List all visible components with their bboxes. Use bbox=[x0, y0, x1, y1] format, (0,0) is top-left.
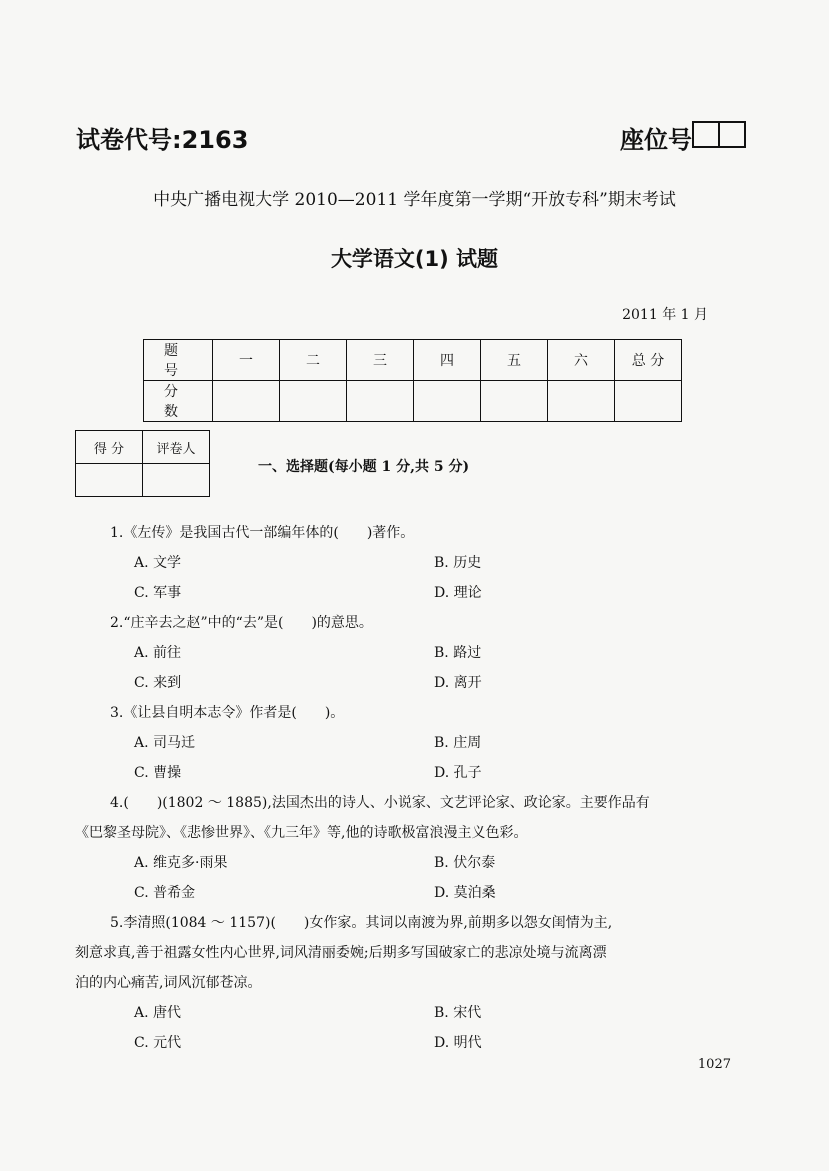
option-a: A. 文学 bbox=[134, 555, 182, 571]
score-table-cell: 总 分 bbox=[615, 340, 682, 381]
score-table-cell: 二 bbox=[280, 340, 347, 381]
score-cell-empty bbox=[548, 381, 615, 422]
question-stem-line: 5.李清照(1084 ～ 1157)( )女作家。其词以南渡为界,前期多以怨女闺情为主, bbox=[110, 915, 613, 931]
question-stem-line: 《巴黎圣母院》、《悲惨世界》、《九三年》等,他的诗歌极富浪漫主义色彩。 bbox=[75, 825, 528, 841]
score-cell-empty bbox=[414, 381, 481, 422]
option-d: D. 离开 bbox=[434, 675, 482, 691]
option-a: A. 唐代 bbox=[134, 1005, 182, 1021]
grader-table bbox=[75, 430, 210, 497]
grader-score-empty bbox=[76, 464, 143, 497]
score-table-cell: 题 号 bbox=[144, 340, 213, 381]
option-d: D. 孔子 bbox=[434, 765, 482, 781]
question-stem: 1.《左传》是我国古代一部编年体的( )著作。 bbox=[110, 525, 415, 541]
score-table-header-row bbox=[144, 340, 682, 381]
option-c: C. 元代 bbox=[134, 1035, 182, 1051]
exam-title: 中央广播电视大学 2010—2011 学年度第一学期“开放专科”期末考试 bbox=[153, 190, 676, 210]
option-a: A. 前往 bbox=[134, 645, 182, 661]
grader-name-empty bbox=[143, 464, 210, 497]
question-stem: 2.“庄辛去之赵”中的“去”是( )的意思。 bbox=[110, 615, 373, 631]
score-table-row-label: 分 数 bbox=[144, 381, 213, 422]
option-b: B. 路过 bbox=[434, 645, 482, 661]
option-b: B. 庄周 bbox=[434, 735, 482, 751]
grader-name-label: 评卷人 bbox=[143, 431, 210, 464]
section-heading: 一、选择题(每小题 1 分,共 5 分) bbox=[258, 459, 470, 475]
score-cell-empty bbox=[280, 381, 347, 422]
question-stem-line: 刻意求真,善于祖露女性内心世界,词风清丽委婉;后期多写国破家亡的悲凉处境与流离漂 bbox=[75, 945, 607, 961]
option-c: C. 来到 bbox=[134, 675, 182, 691]
score-table-score-row bbox=[144, 381, 682, 422]
option-c: C. 曹操 bbox=[134, 765, 182, 781]
grader-score-label: 得 分 bbox=[76, 431, 143, 464]
option-d: D. 理论 bbox=[434, 585, 482, 601]
option-c: C. 普希金 bbox=[134, 885, 196, 901]
score-cell-empty bbox=[481, 381, 548, 422]
option-b: B. 宋代 bbox=[434, 1005, 482, 1021]
score-cell-empty bbox=[615, 381, 682, 422]
option-a: A. 维克多·雨果 bbox=[134, 855, 228, 871]
score-table-cell: 三 bbox=[347, 340, 414, 381]
question-stem-line: 4.( )(1802 ～ 1885),法国杰出的诗人、小说家、文艺评论家、政论家。主要作品有 bbox=[110, 795, 650, 811]
score-cell-empty bbox=[213, 381, 280, 422]
score-table-cell: 四 bbox=[414, 340, 481, 381]
score-table-cell: 六 bbox=[548, 340, 615, 381]
option-d: D. 明代 bbox=[434, 1035, 482, 1051]
question-stem-line: 泊的内心痛苦,词风沉郁苍凉。 bbox=[75, 975, 262, 991]
option-b: B. 历史 bbox=[434, 555, 482, 571]
page-number: 1027 bbox=[697, 1057, 731, 1072]
question-stem: 3.《让县自明本志令》作者是( )。 bbox=[110, 705, 345, 721]
paper-code: 试卷代号:2163 bbox=[76, 126, 249, 154]
option-c: C. 军事 bbox=[134, 585, 182, 601]
score-cell-empty bbox=[347, 381, 414, 422]
score-table-cell: 一 bbox=[213, 340, 280, 381]
score-table-cell: 五 bbox=[481, 340, 548, 381]
option-b: B. 伏尔泰 bbox=[434, 855, 496, 871]
score-table bbox=[143, 339, 682, 422]
subject-title: 大学语文(1) 试题 bbox=[330, 247, 499, 271]
option-d: D. 莫泊桑 bbox=[434, 885, 496, 901]
seat-number-boxes bbox=[692, 121, 746, 148]
seat-number-label: 座位号 bbox=[620, 126, 692, 154]
exam-date: 2011 年 1 月 bbox=[622, 307, 708, 323]
option-a: A. 司马迁 bbox=[134, 735, 196, 751]
